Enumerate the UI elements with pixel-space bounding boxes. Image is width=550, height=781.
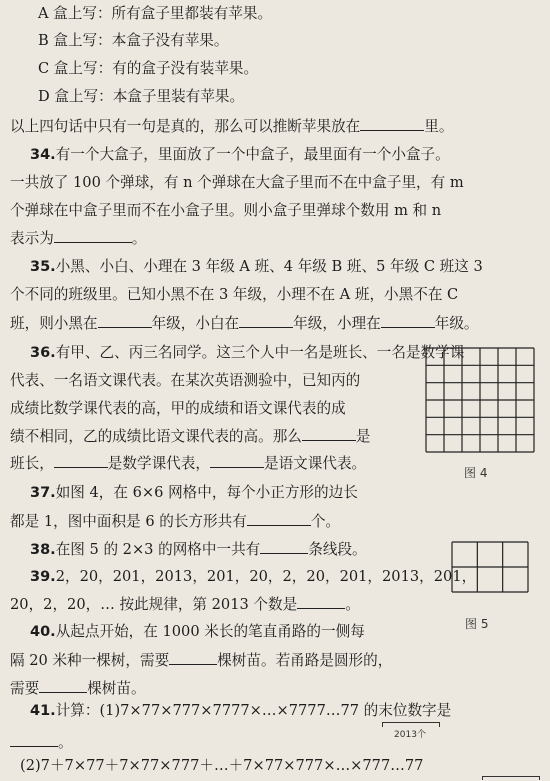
q40-line1 bbox=[30, 622, 365, 642]
q36-seg1: 班长， bbox=[10, 455, 54, 472]
q35-text1: 小黑、小白、小理在 3 年级 A 班、4 年级 B 班、5 年级 C 班这 3 bbox=[55, 258, 483, 275]
answer-blank[interactable] bbox=[210, 453, 264, 468]
q35-seg2: 年级，小白在 bbox=[151, 315, 240, 332]
q34-text1: 有一个大盒子，里面放了一个中盒子，最里面有一个小盒子。 bbox=[55, 146, 450, 163]
q40-tail: 棵树苗。 bbox=[87, 680, 146, 697]
q35-seg1: 班，则小黑在 bbox=[10, 315, 98, 332]
q34-line3: 个弹球在中盒子里而不在小盒子里。则小盒子里弹球个数用 m 和 n bbox=[10, 202, 442, 219]
question-number: 38. bbox=[30, 542, 56, 558]
q34-line1 bbox=[30, 145, 450, 165]
question-number: 35. bbox=[30, 259, 56, 275]
answer-blank[interactable] bbox=[169, 650, 217, 665]
answer-blank[interactable] bbox=[54, 228, 132, 243]
answer-blank[interactable] bbox=[39, 678, 87, 693]
q39-line2 bbox=[10, 594, 360, 615]
statement-a: A 盒上写：所有盒子里都装有苹果。 bbox=[38, 5, 273, 22]
q35-seg4: 年级。 bbox=[434, 315, 479, 332]
q41-line2 bbox=[10, 732, 73, 753]
q36-tail: 是 bbox=[355, 428, 371, 445]
q34-line2: 一共放了 100 个弹球，有 n 个弹球在大盒子里而不在中盒子里，有 m bbox=[10, 174, 464, 191]
conclusion-tail: 里。 bbox=[424, 118, 454, 135]
q36-seg3: 是语文课代表。 bbox=[263, 455, 367, 472]
underbrace-2 bbox=[482, 776, 540, 780]
q41-line3: (2)7＋7×77＋7×77×777＋…＋7×77×777×…×777…77 bbox=[20, 757, 424, 774]
q36-seg2: 是数学课代表， bbox=[107, 455, 210, 472]
q34-line4 bbox=[10, 228, 146, 249]
answer-blank[interactable] bbox=[381, 313, 435, 328]
q36-line2: 代表、一名语文课代表。在某次英语测验中，已知丙的 bbox=[10, 372, 361, 389]
q41-tail: 。 bbox=[58, 734, 73, 751]
q37-text1: 如图 4，在 6×6 网格中，每个小正方形的边长 bbox=[55, 484, 358, 501]
q39-text1: 2，20，201，2013，201，20，2，20，201，2013，201， bbox=[55, 568, 477, 585]
q41-text1: 计算：(1)7×77×777×7777×…×7777…77 的末位数字是 bbox=[55, 702, 452, 719]
answer-blank[interactable] bbox=[239, 313, 293, 328]
q41-line1 bbox=[30, 701, 451, 721]
q40-line2 bbox=[10, 650, 392, 671]
q36-line4 bbox=[10, 426, 371, 447]
answer-blank[interactable] bbox=[302, 426, 356, 441]
answer-blank[interactable] bbox=[54, 453, 108, 468]
question-number: 40. bbox=[30, 624, 56, 640]
q40-text3: 需要 bbox=[10, 680, 40, 697]
answer-blank[interactable] bbox=[98, 313, 152, 328]
answer-blank[interactable] bbox=[297, 594, 345, 609]
figure-4-grid bbox=[424, 346, 536, 454]
question-number: 34. bbox=[30, 147, 56, 163]
figure-5-label: 图 5 bbox=[465, 617, 489, 631]
q34-tail: 。 bbox=[131, 230, 147, 247]
question-number: 41. bbox=[30, 703, 56, 719]
q34-text4: 表示为 bbox=[10, 230, 54, 247]
q38-line bbox=[30, 539, 367, 560]
answer-blank[interactable] bbox=[260, 539, 308, 554]
q36-line3: 成绩比数学课代表的高，甲的成绩和语文课代表的成 bbox=[10, 400, 346, 417]
question-number: 39. bbox=[30, 569, 56, 585]
answer-blank[interactable] bbox=[360, 116, 424, 131]
q40-text1: 从起点开始，在 1000 米长的笔直甬路的一侧每 bbox=[55, 623, 365, 640]
q40-seg2: 棵树苗。若甬路是圆形的， bbox=[217, 652, 393, 669]
statement-c: C 盒上写：有的盒子没有装苹果。 bbox=[38, 60, 259, 77]
question-number: 37. bbox=[30, 485, 56, 501]
q35-line2: 个不同的班级里。已知小黑不在 3 年级，小理不在 A 班，小黑不在 C bbox=[10, 286, 459, 303]
q37-text2: 都是 1，图中面积是 6 的长方形共有 bbox=[10, 513, 247, 530]
q36-text4: 绩不相同，乙的成绩比语文课代表的高。那么 bbox=[10, 428, 302, 445]
conclusion-text: 以上四句话中只有一句是真的，那么可以推断苹果放在 bbox=[10, 118, 361, 135]
statement-d: D 盒上写：本盒子里装有苹果。 bbox=[38, 88, 245, 105]
q37-line2 bbox=[10, 511, 340, 532]
q38-tail: 条线段。 bbox=[308, 541, 367, 558]
q39-line1 bbox=[30, 567, 476, 587]
q36-line1 bbox=[30, 343, 464, 363]
answer-blank[interactable] bbox=[247, 511, 311, 526]
q37-line1 bbox=[30, 483, 358, 503]
question-number: 36. bbox=[30, 345, 56, 361]
q36-line5 bbox=[10, 453, 366, 474]
q35-line3 bbox=[10, 313, 479, 334]
q38-text: 在图 5 的 2×3 的网格中一共有 bbox=[55, 541, 261, 558]
answer-blank[interactable] bbox=[10, 732, 58, 747]
q36-text1: 有甲、乙、丙三名同学。这三个人中一名是班长、一名是数学课 bbox=[55, 344, 465, 361]
q37-tail: 个。 bbox=[310, 513, 341, 530]
conclusion-line bbox=[10, 116, 453, 137]
q39-text2: 20，2，20，… 按此规律，第 2013 个数是 bbox=[10, 596, 298, 613]
figure-4-label: 图 4 bbox=[464, 466, 488, 480]
underbrace-label-1: 2013个 bbox=[394, 730, 426, 740]
q39-tail: 。 bbox=[345, 596, 360, 613]
q40-seg1: 隔 20 米种一棵树，需要 bbox=[10, 652, 170, 669]
statement-b: B 盒上写：本盒子没有苹果。 bbox=[38, 32, 229, 49]
q35-seg3: 年级，小理在 bbox=[293, 315, 381, 332]
q40-line3 bbox=[10, 678, 146, 699]
q35-line1 bbox=[30, 257, 483, 277]
